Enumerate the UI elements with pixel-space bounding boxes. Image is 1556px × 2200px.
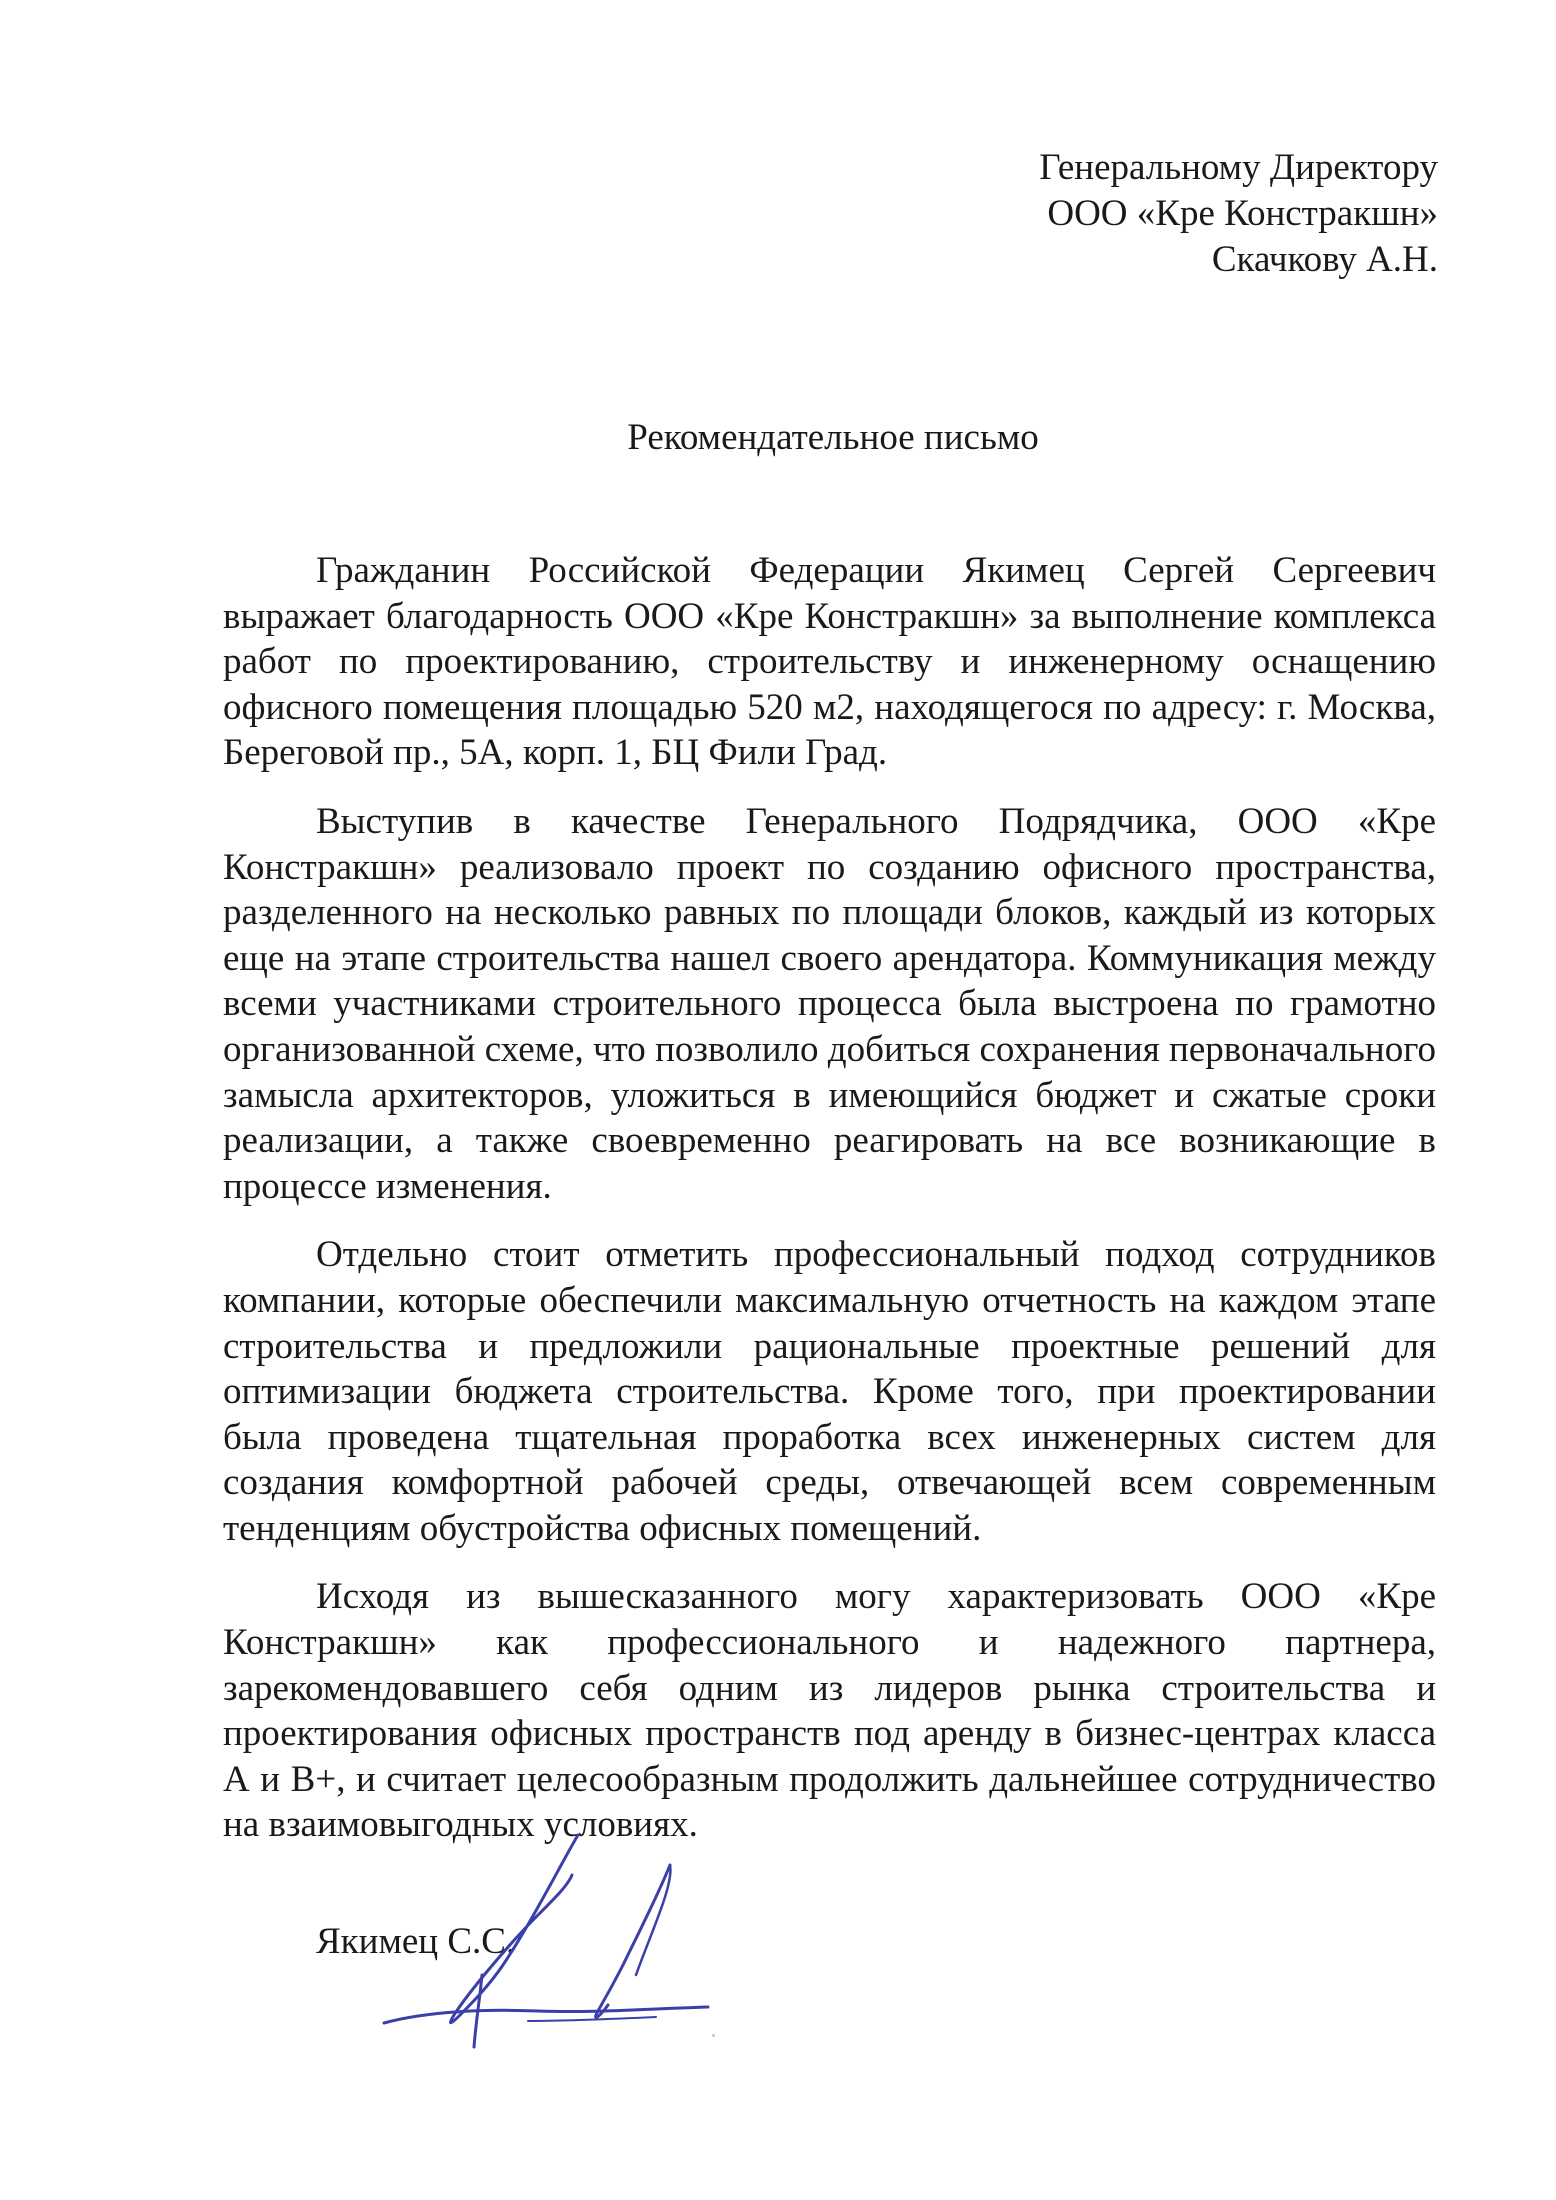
paragraph-gratitude: Гражданин Российской Федерации Якимец Сергей Сергеевич выражает благодарность ООО «Кре Констракшн» за выполнение комплекса работ по проектированию, строительству и инженерному оснащению офисного помещения площадью 520 м2, находящегося по адресу: г. Москва, Береговой пр., 5А, корп. 1, БЦ Фили Град. [223, 550, 1436, 774]
paragraph-approach: Отдельно стоит отметить профессиональный подход сотрудников компании, которые обеспечили максимальную отчетность на каждом этапе строительства и предложили рациональные проектные решений для оптимизации бюджета строительства. Кроме того, при проектировании была проведена тщательная проработка всех инженерных систем для создания комфортной рабочей среды, отвечающей всем современным тенденциям обустройства офисных помещений. [223, 1234, 1436, 1549]
addressee-block [738, 145, 1438, 283]
paragraph-conclusion: Исходя из вышесказанного могу характеризовать ООО «Кре Констракшн» как профессионального и надежного партнера, зарекомендовавшего себя одним из лидеров рынка строительства и проектирования офисных пространств под аренду в бизнес-центрах класса А и В+, и считает целесообразным продолжить дальнейшее сотрудничество на взаимовыгодных условиях. [223, 1576, 1436, 1846]
addressee-name: Скачкову А.Н. [1211, 239, 1438, 280]
paragraph-project: Выступив в качестве Генерального Подрядчика, ООО «Кре Констракшн» реализовало проект по созданию офисного пространства, разделенного на несколько равных по площади блоков, каждый из которых еще на этапе строительства нашел своего арендатора. Коммуникация между всеми участниками строительного процесса была выстроена по грамотно организованной схеме, что позволило добиться сохранения первоначального замысла архитекторов, уложиться в имеющийся бюджет и сжатые сроки реализации, а также своевременно реагировать на все возникающие в процессе изменения. [223, 800, 1436, 1207]
addressee-position: Генеральному Директору [1039, 147, 1438, 188]
handwritten-signature [378, 1825, 718, 2065]
paper-speck [712, 2034, 715, 2037]
letter-body [223, 548, 1436, 1871]
letter-title: Рекомендательное письмо [627, 417, 1039, 458]
signature-strokes [384, 1835, 708, 2047]
signer-name: Якимец С.С. [316, 1921, 516, 1962]
addressee-company: ООО «Кре Констракшн» [1047, 193, 1438, 234]
